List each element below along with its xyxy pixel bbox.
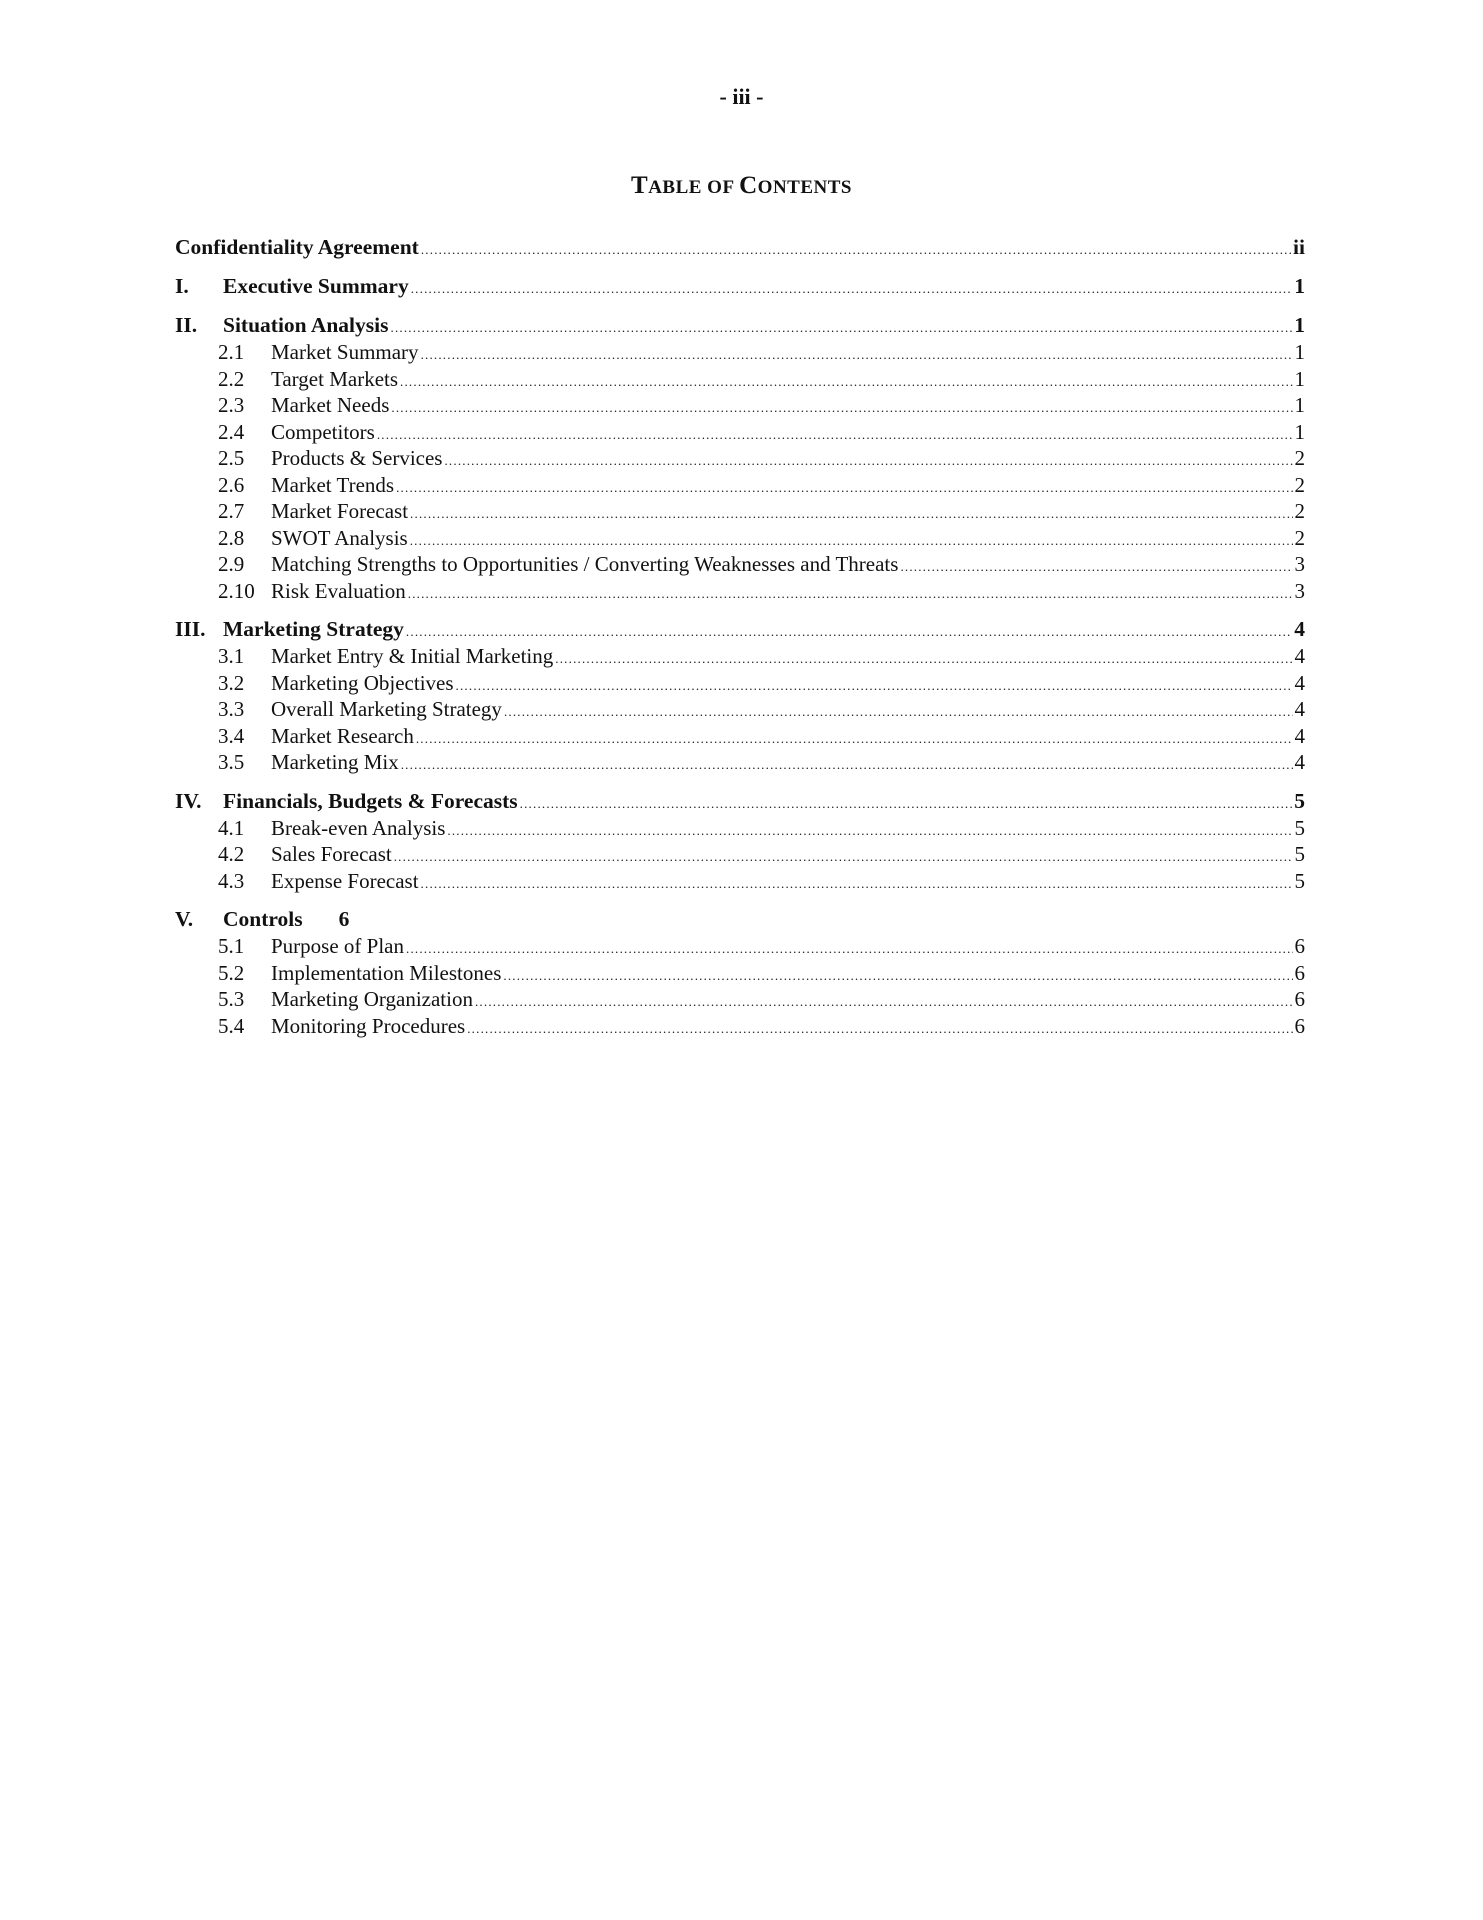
subentry-number: 3.2 — [218, 670, 245, 695]
toc-subentry[interactable] — [175, 723, 1305, 750]
subentry-number: 2.9 — [218, 552, 245, 576]
dot-leader — [475, 989, 1293, 1016]
subentry-label: SWOT Analysis — [271, 525, 408, 550]
section-numeral: III. — [175, 617, 206, 641]
subentry-page: 5 — [1294, 842, 1305, 866]
toc-subentry[interactable] — [175, 419, 1305, 446]
toc-section-situation-analysis[interactable] — [175, 312, 1305, 339]
subentry-page: 6 — [1294, 960, 1305, 985]
subentry-label: Implementation Milestones — [271, 960, 502, 985]
subentry-label: Marketing Mix — [271, 750, 399, 774]
toc-entry-page: ii — [1293, 235, 1305, 259]
subentry-label: Products & Services — [271, 446, 443, 470]
section-page: 1 — [1294, 274, 1305, 298]
toc-subentry[interactable] — [175, 498, 1305, 525]
subentry-number: 2.6 — [218, 472, 245, 497]
subentry-number: 2.1 — [218, 340, 245, 364]
subentry-number: 3.5 — [218, 750, 245, 774]
toc-subentry[interactable] — [175, 1013, 1305, 1040]
subentry-number: 5.4 — [218, 1013, 245, 1038]
subentry-label: Market Forecast — [271, 499, 409, 523]
subentry-label: Marketing Objectives — [271, 670, 454, 695]
dot-leader — [391, 395, 1292, 422]
title-part-2: ONTENTS — [757, 177, 852, 198]
section-label: Financials, Budgets & Forecasts — [223, 788, 518, 813]
subentry-number: 4.1 — [218, 815, 245, 840]
subentry-number: 2.8 — [218, 525, 245, 550]
section-page: 5 — [1294, 788, 1305, 813]
subentry-page: 6 — [1294, 1013, 1305, 1038]
subentry-number: 2.2 — [218, 366, 245, 391]
dot-leader — [377, 422, 1293, 449]
toc-subentry[interactable] — [175, 578, 1305, 605]
dot-leader — [421, 871, 1293, 898]
subentry-page: 3 — [1294, 552, 1305, 576]
toc-section-controls[interactable] — [175, 906, 1305, 933]
page-number: - iii - — [719, 84, 764, 109]
subentry-number: 2.7 — [218, 499, 245, 523]
subentry-page: 5 — [1294, 815, 1305, 840]
toc-subentry[interactable] — [175, 392, 1305, 419]
subentry-label: Expense Forecast — [271, 868, 419, 893]
subentry-page: 4 — [1294, 670, 1305, 695]
subentry-label: Competitors — [271, 419, 375, 444]
subentry-page: 2 — [1294, 499, 1305, 523]
subentry-label: Market Needs — [271, 393, 390, 417]
dot-leader — [401, 752, 1293, 779]
toc-subentry[interactable] — [175, 960, 1305, 987]
section-page: 4 — [1294, 617, 1305, 641]
toc-section-financials[interactable] — [175, 788, 1305, 815]
toc-subentry[interactable] — [175, 841, 1305, 868]
dot-leader — [503, 963, 1292, 990]
dot-leader — [406, 618, 1292, 645]
section-label: Controls — [223, 907, 303, 931]
subentry-number: 2.3 — [218, 393, 245, 417]
dot-leader — [520, 790, 1293, 817]
title-initial-2: C — [739, 172, 758, 199]
subentry-page: 1 — [1294, 340, 1305, 364]
toc-subentry[interactable] — [175, 551, 1305, 578]
toc-subentry[interactable] — [175, 749, 1305, 776]
dot-leader — [447, 818, 1292, 845]
subentry-label: Sales Forecast — [271, 842, 392, 866]
dot-leader — [555, 646, 1292, 673]
subentry-label: Overall Marketing Strategy — [271, 697, 502, 721]
page-title — [0, 172, 1483, 200]
subentry-number: 2.4 — [218, 419, 245, 444]
toc-subentry[interactable] — [175, 525, 1305, 552]
toc-subentry[interactable] — [175, 472, 1305, 499]
subentry-number: 2.10 — [218, 578, 255, 603]
toc-subentry[interactable] — [175, 339, 1305, 366]
toc-subentry[interactable] — [175, 986, 1305, 1013]
dot-leader — [421, 236, 1291, 263]
section-numeral: II. — [175, 313, 198, 337]
toc-entry-confidentiality[interactable] — [175, 234, 1305, 261]
subentry-number: 2.5 — [218, 446, 245, 470]
subentry-page: 6 — [1294, 987, 1305, 1011]
subentry-page: 3 — [1294, 578, 1305, 603]
dot-leader — [444, 448, 1292, 475]
subentry-label: Break-even Analysis — [271, 815, 446, 840]
subentry-label: Monitoring Procedures — [271, 1013, 466, 1038]
subentry-page: 4 — [1294, 750, 1305, 774]
subentry-label: Risk Evaluation — [271, 578, 406, 603]
subentry-label: Target Markets — [271, 366, 399, 391]
subentry-number: 5.3 — [218, 987, 245, 1011]
toc-section-executive-summary[interactable] — [175, 273, 1305, 300]
subentry-number: 3.1 — [218, 644, 245, 668]
dot-leader — [406, 936, 1293, 963]
section-label: Situation Analysis — [223, 313, 389, 337]
dot-leader — [396, 475, 1292, 502]
section-page: 1 — [1294, 313, 1305, 337]
subentry-number: 5.2 — [218, 960, 245, 985]
title-part-1: ABLE OF — [648, 177, 740, 198]
dot-leader — [400, 369, 1292, 396]
dot-leader — [394, 844, 1293, 871]
dot-leader — [416, 726, 1293, 753]
dot-leader — [411, 275, 1293, 302]
dot-leader — [410, 501, 1292, 528]
subentry-page: 4 — [1294, 644, 1305, 668]
toc-section-marketing-strategy[interactable] — [175, 616, 1305, 643]
table-of-contents — [175, 234, 1305, 1039]
section-numeral: IV. — [175, 788, 202, 813]
dot-leader — [421, 342, 1293, 369]
subentry-page: 5 — [1294, 868, 1305, 893]
toc-entry-label: Confidentiality Agreement — [175, 235, 419, 259]
subentry-label: Marketing Organization — [271, 987, 473, 1011]
toc-subentry[interactable] — [175, 815, 1305, 842]
dot-leader — [408, 581, 1293, 608]
dot-leader — [900, 554, 1292, 581]
toc-subentry[interactable] — [175, 933, 1305, 960]
subentry-page: 1 — [1294, 419, 1305, 444]
toc-subentry[interactable] — [175, 868, 1305, 895]
toc-subentry[interactable] — [175, 643, 1305, 670]
toc-subentry[interactable] — [175, 670, 1305, 697]
section-numeral: I. — [175, 274, 189, 298]
toc-subentry[interactable] — [175, 696, 1305, 723]
subentry-label: Market Entry & Initial Marketing — [271, 644, 554, 668]
toc-subentry[interactable] — [175, 445, 1305, 472]
subentry-page: 1 — [1294, 366, 1305, 391]
subentry-label: Market Summary — [271, 340, 419, 364]
dot-leader — [504, 699, 1293, 726]
dot-leader — [467, 1016, 1292, 1043]
subentry-label: Market Research — [271, 723, 414, 748]
section-page: 6 — [338, 907, 350, 931]
subentry-number: 5.1 — [218, 934, 245, 958]
subentry-number: 4.2 — [218, 842, 245, 866]
subentry-number: 4.3 — [218, 868, 245, 893]
subentry-label: Market Trends — [271, 472, 395, 497]
subentry-number: 3.4 — [218, 723, 245, 748]
subentry-page: 4 — [1294, 723, 1305, 748]
subentry-page: 6 — [1294, 934, 1305, 958]
title-initial-1: T — [631, 172, 649, 199]
subentry-label: Matching Strengths to Opportunities / Converting Weaknesses and Threats — [271, 552, 899, 576]
toc-subentry[interactable] — [175, 366, 1305, 393]
dot-leader — [456, 673, 1293, 700]
subentry-label: Purpose of Plan — [271, 934, 404, 958]
subentry-number: 3.3 — [218, 697, 245, 721]
subentry-page: 2 — [1294, 525, 1305, 550]
section-label: Executive Summary — [223, 274, 409, 298]
subentry-page: 1 — [1294, 393, 1305, 417]
dot-leader — [391, 314, 1293, 341]
section-label: Marketing Strategy — [223, 617, 404, 641]
subentry-page: 4 — [1294, 697, 1305, 721]
subentry-page: 2 — [1294, 472, 1305, 497]
subentry-page: 2 — [1294, 446, 1305, 470]
section-numeral: V. — [175, 907, 194, 931]
